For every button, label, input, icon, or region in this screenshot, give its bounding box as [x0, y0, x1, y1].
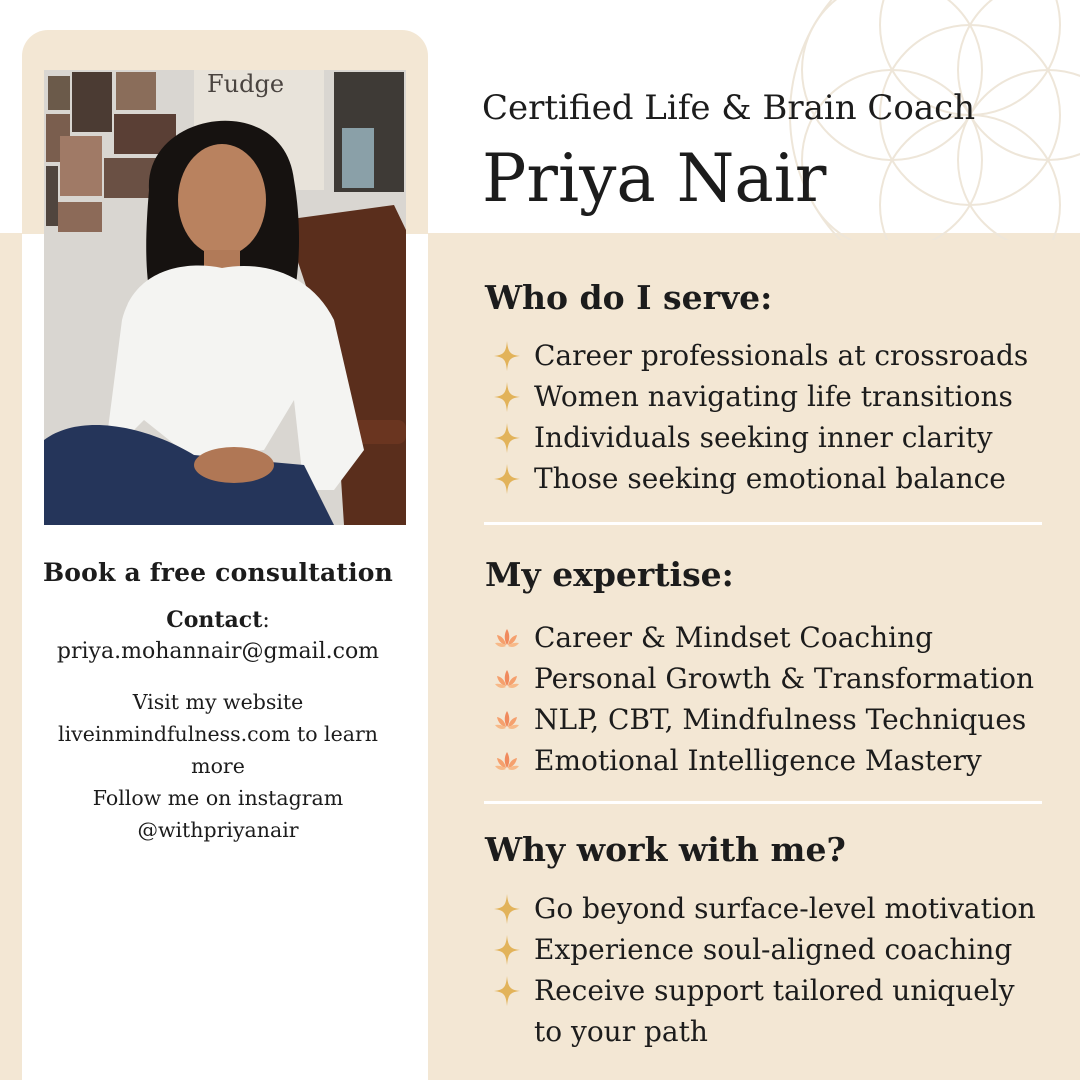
contact-label: Contact — [166, 607, 263, 633]
expertise-heading: My expertise: — [485, 555, 734, 594]
list-item — [494, 335, 1028, 376]
list-item-text: Career & Mindset Coaching — [534, 621, 934, 654]
instagram-text: Follow me on instagram @withpriyanair — [92, 786, 344, 842]
list-item — [494, 658, 1034, 699]
svg-text:Fudge: Fudge — [207, 70, 285, 98]
serve-heading: Who do I serve: — [485, 278, 773, 317]
coach-subtitle: Certified Life & Brain Coach — [482, 88, 976, 128]
lotus-icon — [494, 705, 520, 735]
left-profile-card — [22, 30, 428, 1080]
lotus-icon — [494, 746, 520, 776]
list-item-text: NLP, CBT, Mindfulness Techniques — [534, 703, 1027, 736]
sparkle-icon — [494, 341, 520, 371]
section-divider — [484, 801, 1042, 804]
why-heading: Why work with me? — [485, 830, 846, 869]
serve-list — [494, 335, 1028, 499]
list-item — [494, 617, 1034, 658]
list-item — [494, 740, 1034, 781]
section-divider — [484, 522, 1042, 525]
list-item — [494, 699, 1034, 740]
contact-block — [22, 558, 414, 846]
sparkle-icon — [494, 464, 520, 494]
list-item — [494, 376, 1028, 417]
list-item — [494, 458, 1028, 499]
sparkle-icon — [494, 423, 520, 453]
sparkle-icon — [494, 382, 520, 412]
profile-photo — [44, 70, 406, 525]
contact-email[interactable]: priya.mohannair@gmail.com — [56, 639, 380, 664]
website-text: Visit my website liveinmindfulness.com to learn more — [58, 690, 378, 778]
lotus-icon — [494, 664, 520, 694]
sparkle-icon — [494, 894, 520, 924]
why-list — [494, 888, 1036, 1052]
expertise-list — [494, 617, 1034, 781]
sparkle-icon — [494, 935, 520, 965]
list-item-text: Experience soul-aligned coaching — [534, 933, 1013, 966]
list-item-continuation — [494, 1011, 1036, 1052]
book-consultation-heading: Book a free consultation — [42, 558, 394, 587]
list-item — [494, 970, 1036, 1011]
list-item-text: Emotional Intelligence Mastery — [534, 744, 982, 777]
lotus-icon — [494, 623, 520, 653]
list-item-text: Women navigating life transitions — [534, 380, 1013, 413]
list-item-text: Career professionals at crossroads — [534, 339, 1029, 372]
list-item-text: Personal Growth & Transformation — [534, 662, 1035, 695]
bullet-spacer — [494, 1017, 520, 1047]
coach-name: Priya Nair — [482, 140, 827, 217]
sparkle-icon — [494, 976, 520, 1006]
contact-label-line — [22, 607, 414, 633]
list-item-text: Those seeking emotional balance — [534, 462, 1006, 495]
contact-colon: : — [262, 608, 270, 633]
list-item — [494, 929, 1036, 970]
list-item — [494, 417, 1028, 458]
list-item-text: Individuals seeking inner clarity — [534, 421, 993, 454]
list-item-text: Go beyond surface-level motivation — [534, 892, 1036, 925]
list-item-text: Receive support tailored uniquely — [534, 974, 1015, 1007]
list-item-text: to your path — [534, 1015, 708, 1048]
list-item — [494, 888, 1036, 929]
